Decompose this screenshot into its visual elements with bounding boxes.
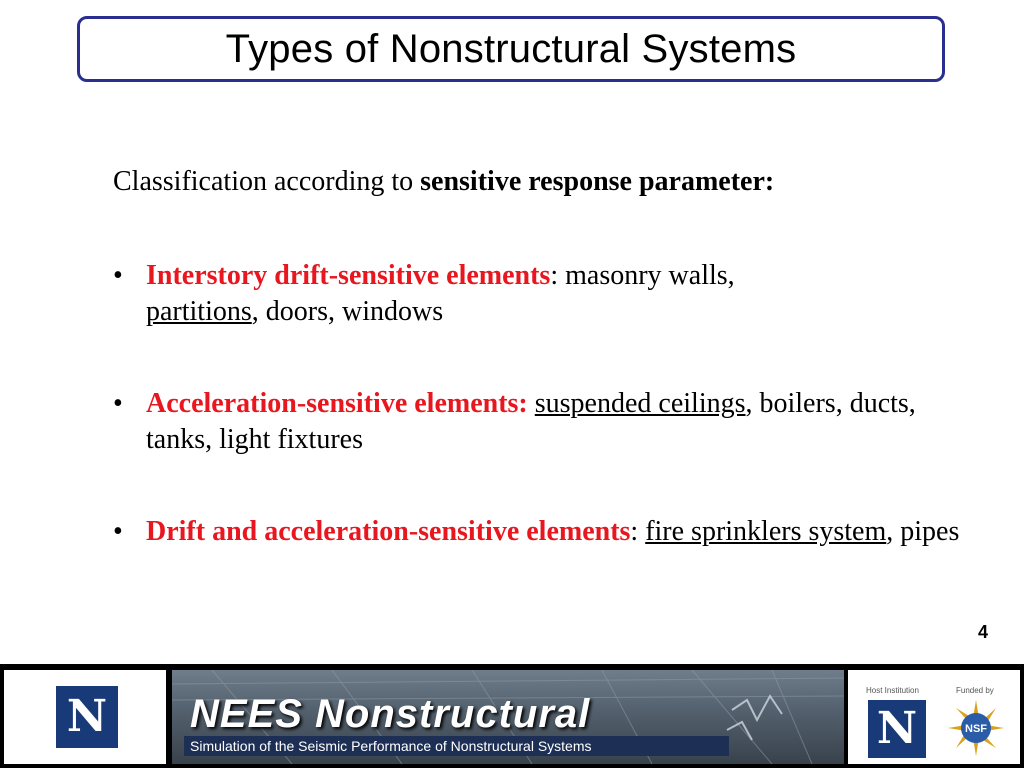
bullet-text: , pipes: [886, 516, 960, 547]
bullet-text: , doors, windows: [251, 296, 444, 327]
host-institution-logo: [868, 700, 926, 758]
page-number: 4: [978, 622, 989, 642]
bullet-label: Acceleration-sensitive elements:: [146, 388, 528, 419]
bullet-label: Drift and acceleration-sensitive elements: [146, 516, 631, 547]
underlined-term: suspended ceilings: [534, 388, 746, 419]
bullet-dot: •: [113, 260, 123, 291]
bullet-separator: :: [550, 260, 566, 291]
funded-by-label: Funded by: [956, 686, 994, 695]
nsf-logo-text: NSF: [965, 723, 987, 735]
bullet-list: [113, 258, 973, 606]
unr-logo: [56, 686, 118, 748]
nsf-logo: [948, 700, 1004, 756]
intro-text: [113, 166, 774, 198]
footer-left-cell: [4, 670, 166, 764]
footer-banner: [0, 664, 1024, 768]
underlined-term: partitions: [146, 296, 252, 327]
list-item: [113, 258, 973, 330]
banner-subtitle: Simulation of the Seismic Performance of Nonstructural Systems: [184, 736, 729, 756]
bullet-dot: •: [113, 516, 123, 547]
title-box: [77, 16, 945, 82]
bullet-label: Interstory drift-sensitive elements: [146, 260, 551, 291]
bullet-separator: [528, 388, 535, 419]
host-institution-label: Host Institution: [866, 686, 919, 695]
host-logo-letter: N: [876, 703, 918, 754]
bullet-separator: :: [630, 516, 646, 547]
unr-logo-letter: N: [66, 691, 108, 742]
bullet-dot: •: [113, 388, 123, 419]
intro-plain: Classification according to: [113, 166, 421, 197]
intro-bold: sensitive response parameter:: [420, 166, 775, 197]
footer-right-cell: [848, 670, 1020, 764]
nees-banner: [172, 670, 844, 764]
slide-title: Types of Nonstructural Systems: [225, 26, 797, 71]
list-item: [113, 386, 973, 458]
underlined-term: fire sprinklers system: [645, 516, 887, 547]
bullet-text: masonry walls,: [565, 260, 735, 291]
banner-title: NEES Nonstructural: [190, 692, 591, 736]
list-item: [113, 514, 973, 550]
bullet-text: , boilers, ducts, tanks, light fixtures: [146, 388, 916, 455]
